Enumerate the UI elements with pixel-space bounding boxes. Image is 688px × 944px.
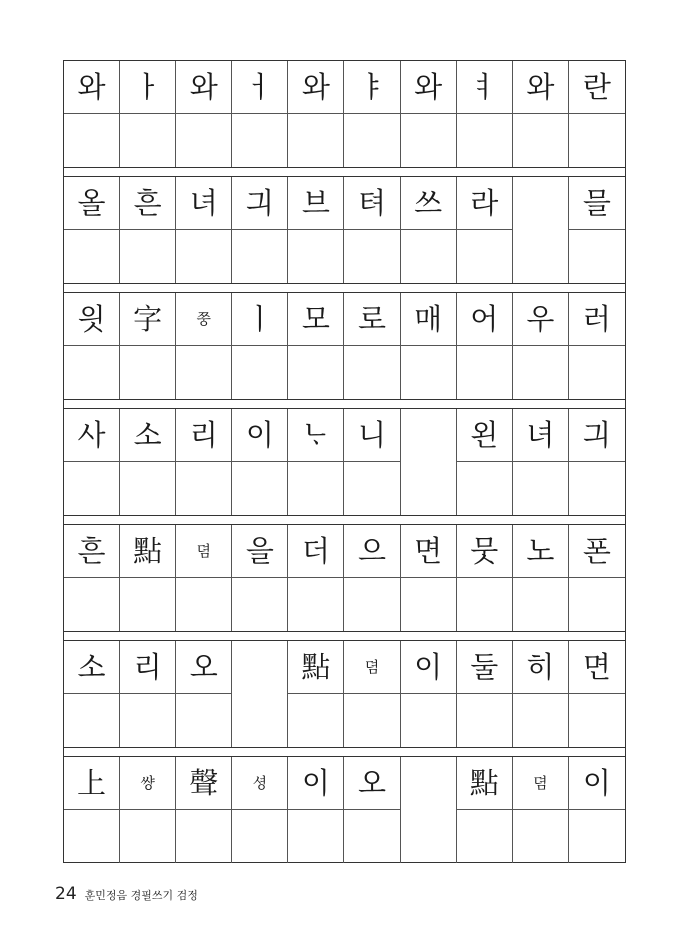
model-character-cell: 긔 — [569, 409, 625, 462]
model-character-cell: 리 — [120, 641, 176, 694]
model-character-cell: 點 — [457, 757, 513, 810]
practice-cell[interactable] — [232, 810, 288, 863]
practice-cell[interactable] — [344, 114, 400, 167]
model-character-cell: 뎜 — [344, 641, 400, 694]
row-separator — [63, 631, 626, 641]
model-character-cell: 리 — [176, 409, 232, 462]
model-character-cell: 이 — [401, 641, 457, 694]
practice-cell[interactable] — [344, 810, 400, 863]
model-character-cell: 셩 — [232, 757, 288, 810]
model-character-cell: 긔 — [232, 177, 288, 230]
grid-row — [63, 293, 626, 399]
model-character-cell: 오 — [176, 641, 232, 694]
model-character-cell: 면 — [569, 641, 625, 694]
practice-cell[interactable] — [513, 230, 569, 283]
practice-cell[interactable] — [401, 230, 457, 283]
model-character-cell: ᄂᆞ — [288, 409, 344, 462]
practice-cell[interactable] — [569, 810, 625, 863]
practice-cell[interactable] — [64, 346, 120, 399]
model-character-cell: 이 — [569, 757, 625, 810]
model-character-cell: 흔 — [120, 177, 176, 230]
practice-cell[interactable] — [401, 114, 457, 167]
practice-line — [64, 114, 625, 167]
model-character-cell: 니 — [344, 409, 400, 462]
model-character-cell: 와 — [513, 61, 569, 114]
practice-cell[interactable] — [288, 810, 344, 863]
practice-cell[interactable] — [401, 578, 457, 631]
practice-cell[interactable] — [457, 230, 513, 283]
model-character-cell: 매 — [401, 293, 457, 346]
practice-cell[interactable] — [344, 462, 400, 515]
model-character-cell: 와 — [64, 61, 120, 114]
practice-cell[interactable] — [569, 230, 625, 283]
model-character-cell: 이 — [288, 757, 344, 810]
practice-cell[interactable] — [64, 578, 120, 631]
practice-cell[interactable] — [232, 694, 288, 747]
practice-cell[interactable] — [457, 462, 513, 515]
practice-cell[interactable] — [569, 694, 625, 747]
practice-line — [64, 694, 625, 747]
practice-cell[interactable] — [64, 230, 120, 283]
practice-cell[interactable] — [288, 578, 344, 631]
grid-row — [63, 641, 626, 747]
model-character-cell: 오 — [344, 757, 400, 810]
practice-cell[interactable] — [176, 810, 232, 863]
model-character-cell: 믈 — [569, 177, 625, 230]
blank-cell — [401, 757, 457, 810]
practice-line — [64, 578, 625, 631]
model-character-cell: ㅏ — [120, 61, 176, 114]
model-character-cell: 點 — [288, 641, 344, 694]
practice-cell[interactable] — [288, 462, 344, 515]
model-character-cell: 모 — [288, 293, 344, 346]
practice-cell[interactable] — [232, 114, 288, 167]
practice-cell[interactable] — [569, 114, 625, 167]
model-character-cell: ㅕ — [457, 61, 513, 114]
model-character-line — [64, 177, 625, 230]
model-character-cell: 쓰 — [401, 177, 457, 230]
model-character-cell: 點 — [120, 525, 176, 578]
model-character-cell: 썅 — [120, 757, 176, 810]
practice-cell[interactable] — [401, 694, 457, 747]
practice-cell[interactable] — [232, 578, 288, 631]
row-separator — [63, 515, 626, 525]
practice-cell[interactable] — [344, 694, 400, 747]
practice-cell[interactable] — [120, 810, 176, 863]
practice-cell[interactable] — [120, 694, 176, 747]
practice-cell[interactable] — [569, 578, 625, 631]
practice-cell[interactable] — [232, 462, 288, 515]
practice-cell[interactable] — [64, 114, 120, 167]
model-character-cell: 텨 — [344, 177, 400, 230]
model-character-cell: 읫 — [64, 293, 120, 346]
practice-cell[interactable] — [457, 578, 513, 631]
blank-cell — [232, 641, 288, 694]
writing-grid — [63, 60, 626, 863]
practice-cell[interactable] — [344, 230, 400, 283]
model-character-cell: 사 — [64, 409, 120, 462]
grid-row — [63, 177, 626, 283]
row-separator — [63, 399, 626, 409]
grid-row — [63, 61, 626, 167]
page-number: 24 — [55, 884, 77, 904]
model-character-line — [64, 757, 625, 810]
model-character-cell: 라 — [457, 177, 513, 230]
practice-cell[interactable] — [344, 578, 400, 631]
model-character-cell: 으 — [344, 525, 400, 578]
model-character-cell: 히 — [513, 641, 569, 694]
model-character-cell: ㅑ — [344, 61, 400, 114]
practice-cell[interactable] — [288, 694, 344, 747]
practice-cell[interactable] — [513, 114, 569, 167]
practice-cell[interactable] — [288, 114, 344, 167]
practice-line — [64, 230, 625, 283]
model-character-cell: 란 — [569, 61, 625, 114]
practice-cell[interactable] — [232, 346, 288, 399]
practice-cell[interactable] — [569, 346, 625, 399]
model-character-cell: ㅣ — [232, 293, 288, 346]
practice-line — [64, 810, 625, 863]
model-character-cell: 흔 — [64, 525, 120, 578]
grid-row — [63, 525, 626, 631]
practice-cell[interactable] — [120, 114, 176, 167]
practice-cell[interactable] — [64, 694, 120, 747]
model-character-cell: 와 — [176, 61, 232, 114]
model-character-cell: 둘 — [457, 641, 513, 694]
model-character-cell: 러 — [569, 293, 625, 346]
book-title: 훈민정음 경필쓰기 검정 — [84, 889, 198, 902]
practice-cell[interactable] — [64, 810, 120, 863]
practice-cell[interactable] — [120, 462, 176, 515]
practice-cell[interactable] — [513, 578, 569, 631]
model-character-cell: 우 — [513, 293, 569, 346]
model-character-cell: 뭇 — [457, 525, 513, 578]
model-character-cell: 와 — [401, 61, 457, 114]
practice-cell[interactable] — [176, 462, 232, 515]
model-character-cell: 어 — [457, 293, 513, 346]
practice-line — [64, 346, 625, 399]
model-character-line — [64, 61, 625, 114]
model-character-cell: 上 — [64, 757, 120, 810]
model-character-cell: 뎜 — [176, 525, 232, 578]
practice-cell[interactable] — [513, 462, 569, 515]
model-character-cell: 브 — [288, 177, 344, 230]
practice-cell[interactable] — [64, 462, 120, 515]
practice-cell[interactable] — [569, 462, 625, 515]
practice-cell[interactable] — [457, 810, 513, 863]
grid-row — [63, 757, 626, 863]
model-character-cell: 와 — [288, 61, 344, 114]
practice-line — [64, 462, 625, 515]
practice-cell[interactable] — [288, 230, 344, 283]
row-separator — [63, 167, 626, 177]
model-character-cell: 올 — [64, 177, 120, 230]
model-character-line — [64, 525, 625, 578]
model-character-line — [64, 641, 625, 694]
practice-cell[interactable] — [457, 346, 513, 399]
practice-cell[interactable] — [232, 230, 288, 283]
practice-cell[interactable] — [401, 462, 457, 515]
practice-cell[interactable] — [120, 578, 176, 631]
model-character-cell: 聲 — [176, 757, 232, 810]
practice-cell[interactable] — [457, 694, 513, 747]
model-character-cell: 노 — [513, 525, 569, 578]
model-character-cell: 로 — [344, 293, 400, 346]
model-character-line — [64, 409, 625, 462]
practice-cell[interactable] — [176, 114, 232, 167]
model-character-cell: 왼 — [457, 409, 513, 462]
practice-cell[interactable] — [288, 346, 344, 399]
practice-cell[interactable] — [401, 346, 457, 399]
page-footer — [55, 884, 198, 904]
model-character-cell: ㅓ — [232, 61, 288, 114]
model-character-cell: 을 — [232, 525, 288, 578]
row-separator — [63, 747, 626, 757]
model-character-cell: 녀 — [513, 409, 569, 462]
practice-cell[interactable] — [120, 346, 176, 399]
practice-cell[interactable] — [176, 694, 232, 747]
model-character-cell: 뎜 — [513, 757, 569, 810]
model-character-cell: 면 — [401, 525, 457, 578]
row-separator — [63, 283, 626, 293]
model-character-cell: 쭝 — [176, 293, 232, 346]
model-character-cell: 녀 — [176, 177, 232, 230]
model-character-cell: 이 — [232, 409, 288, 462]
model-character-cell: 더 — [288, 525, 344, 578]
practice-cell[interactable] — [513, 810, 569, 863]
practice-cell[interactable] — [176, 578, 232, 631]
model-character-cell: 폰 — [569, 525, 625, 578]
practice-cell[interactable] — [176, 346, 232, 399]
model-character-cell: 소 — [120, 409, 176, 462]
blank-cell — [513, 177, 569, 230]
grid-row — [63, 409, 626, 515]
practice-cell[interactable] — [457, 114, 513, 167]
model-character-cell: 字 — [120, 293, 176, 346]
model-character-line — [64, 293, 625, 346]
practice-cell[interactable] — [401, 810, 457, 863]
practice-cell[interactable] — [344, 346, 400, 399]
practice-cell[interactable] — [176, 230, 232, 283]
model-character-cell: 소 — [64, 641, 120, 694]
practice-cell[interactable] — [120, 230, 176, 283]
blank-cell — [401, 409, 457, 462]
practice-cell[interactable] — [513, 346, 569, 399]
practice-cell[interactable] — [513, 694, 569, 747]
